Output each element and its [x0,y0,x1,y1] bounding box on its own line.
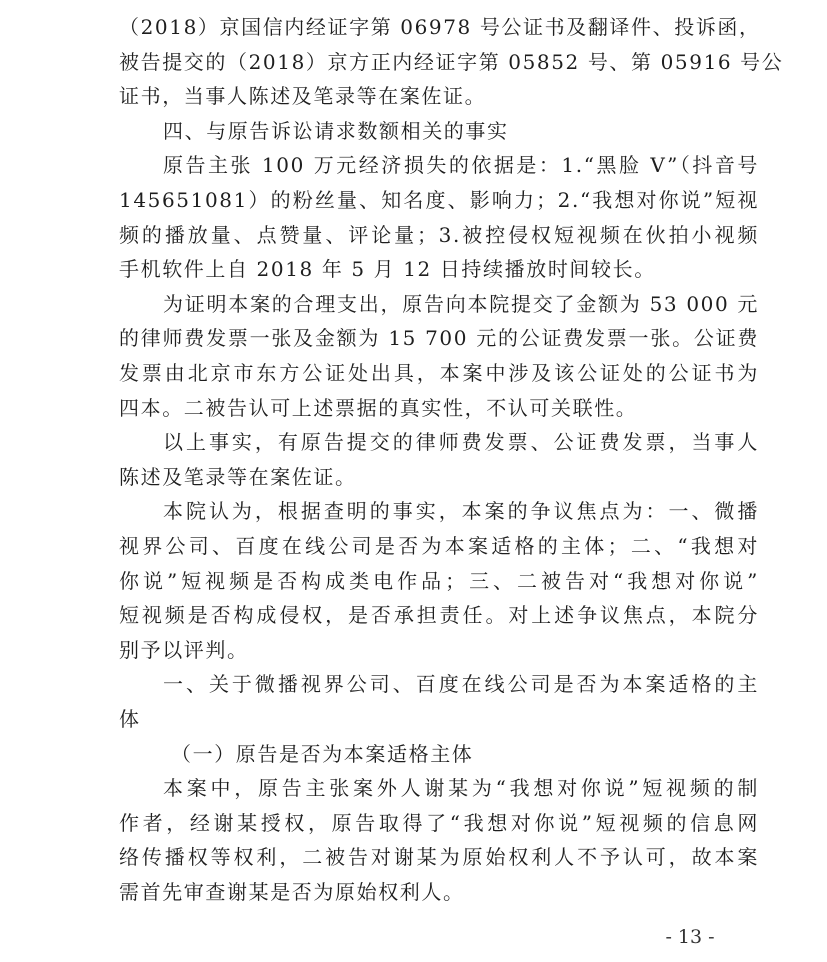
text-line: 证书，当事人陈述及笔录等在案佐证。 [119,84,487,109]
section-heading: 四、与原告诉讼请求数额相关的事实 [163,118,509,143]
text-line: （2018）京国信内经证字第 06978 号公证书及翻译件、投诉函， [119,15,761,39]
text-line: 本院认为，根据查明的事实，本案的争议焦点为：一、微播 [163,499,759,524]
text-line: 的律师费发票一张及金额为 15 700 元的公证费发票一张。公证费 [119,326,759,351]
text-line: 四本。二被告认可上述票据的真实性，不认可关联性。 [119,395,638,420]
text-line: 发票由北京市东方公证处出具，本案中涉及该公证处的公证书为 [119,361,759,385]
text-line: 以上事实，有原告提交的律师费发票、公证费发票，当事人 [163,430,759,455]
text-line: 需首先审查谢某是否为原始权利人。 [119,880,465,904]
section-heading: 一、关于微播视界公司、百度在线公司是否为本案适格的主 [163,672,759,697]
text-line: 频的播放量、点赞量、评论量；3.被控侵权短视频在伙拍小视频 [119,222,759,247]
text-line: 别予以评判。 [119,637,249,662]
text-line: 145651081）的粉丝量、知名度、影响力；2.“我想对你说”短视 [119,188,759,212]
text-line: 原告主张 100 万元经济损失的依据是：1.“黑脸 V”（抖音号 [163,153,759,178]
text-line: 本案中，原告主张案外人谢某为“我想对你说”短视频的制 [163,776,759,801]
text-line: 手机软件上自 2018 年 5 月 12 日持续播放时间较长。 [119,257,656,282]
text-line: 络传播权等权利，二被告对谢某为原始权利人不予认可，故本案 [119,845,759,870]
text-line: 作者，经谢某授权，原告取得了“我想对你说”短视频的信息网 [119,810,759,835]
text-line: 为证明本案的合理支出，原告向本院提交了金额为 53 000 元 [163,291,759,316]
text-line: 视界公司、百度在线公司是否为本案适格的主体；二、“我想对 [119,534,759,558]
text-line: 短视频是否构成侵权，是否承担责任。对上述争议焦点，本院分 [119,603,759,628]
text-line: 你说”短视频是否构成类电作品；三、二被告对“我想对你说” [119,568,759,593]
page-number: - 13 - [665,926,715,948]
text-line: 陈述及笔录等在案佐证。 [119,464,357,489]
section-heading: 体 [119,707,141,731]
text-line: 被告提交的（2018）京方正内经证字第 05852 号、第 05916 号公 [119,49,784,74]
subsection-heading: （一）原告是否为本案适格主体 [171,741,474,766]
